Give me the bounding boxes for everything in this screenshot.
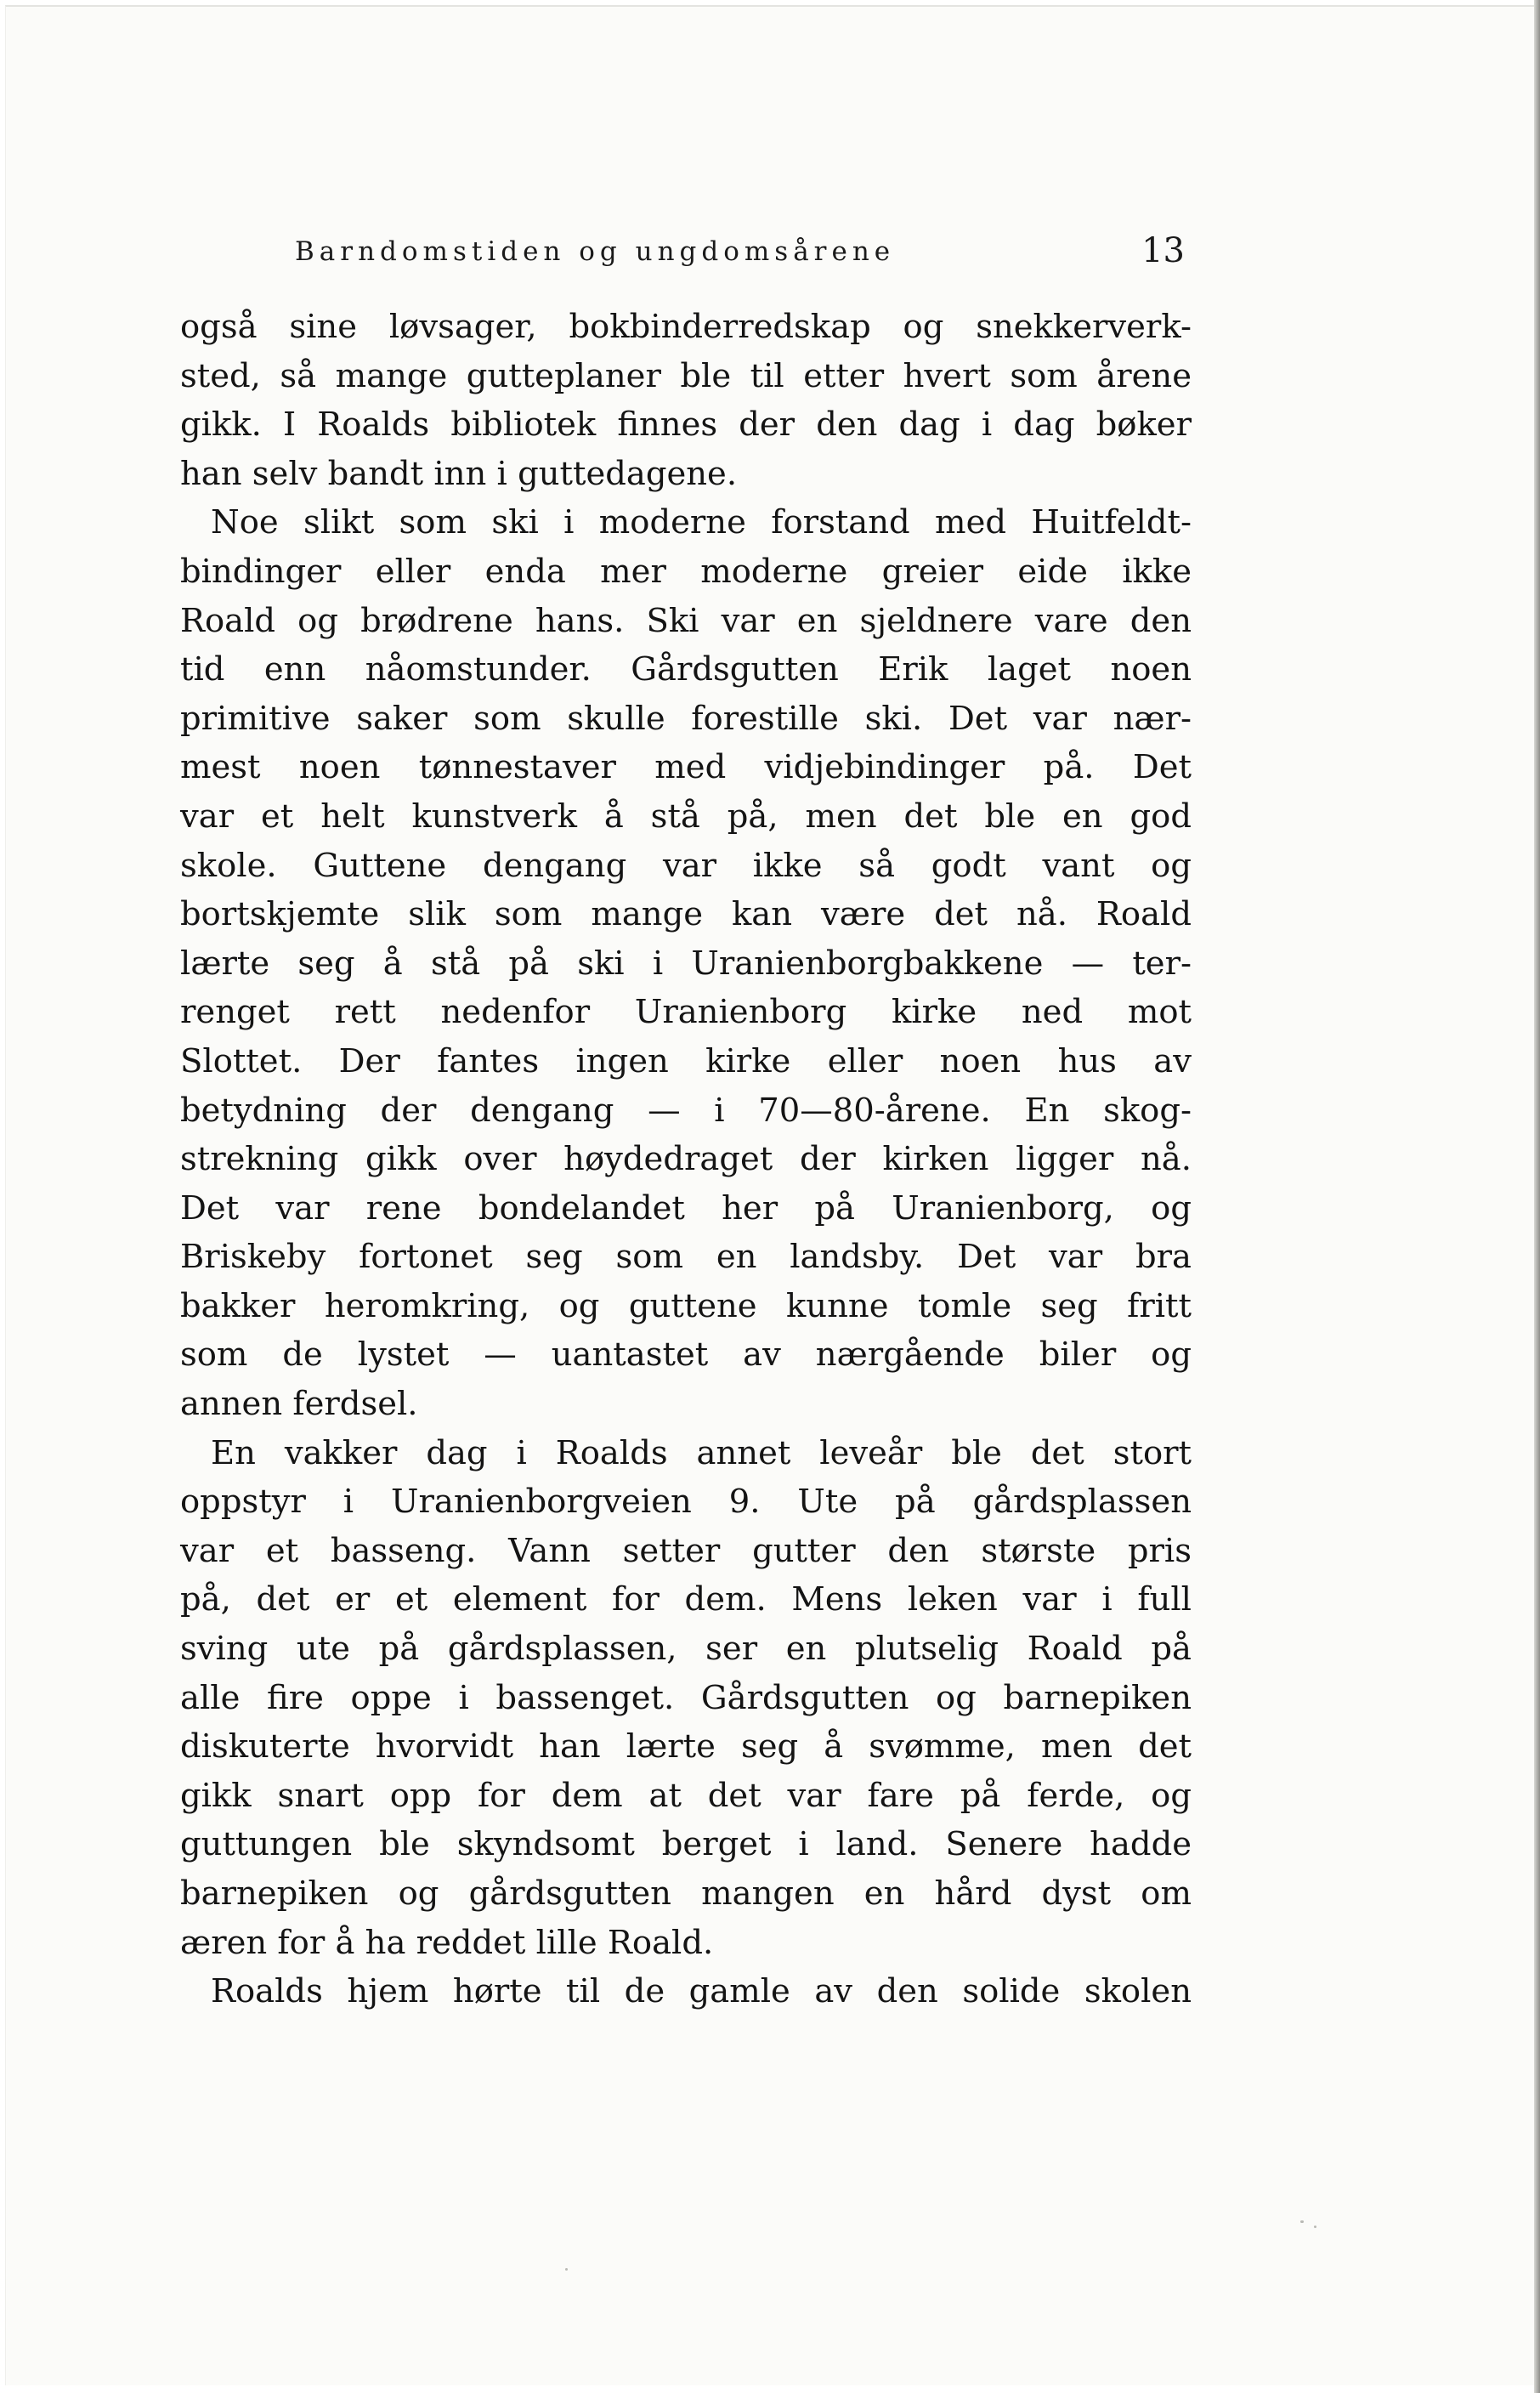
text-line: som de lystet — uantastet av nærgående biler og (180, 1335, 1192, 1375)
paragraph-start-line: Roalds hjem hørte til de gamle av den solide skolen (211, 1972, 1192, 2011)
text-line: Roald og brødrene hans. Ski var en sjeldnere vare den (180, 601, 1192, 640)
text-line: gikk snart opp for dem at det var fare på ferde, og (180, 1776, 1192, 1815)
running-title: Barndomstiden og ungdomsårene (295, 236, 896, 267)
text-line: var et helt kunstverk å stå på, men det ble en god (180, 797, 1192, 836)
text-line: bortskjemte slik som mange kan være det nå. Roald (180, 895, 1192, 934)
text-line: på, det er et element for dem. Mens leken var i full (180, 1580, 1192, 1619)
text-line: Slottet. Der fantes ingen kirke eller noen hus av (180, 1041, 1192, 1080)
text-line: gikk. I Roalds bibliotek finnes der den dag i dag bøker (180, 405, 1192, 445)
text-line: alle fire oppe i bassenget. Gårdsgutten og barnepiken (180, 1678, 1192, 1717)
paper-speck (1314, 2226, 1316, 2228)
text-line: betydning der dengang — i 70—80-årene. En skog- (180, 1091, 1192, 1130)
paper-speck (1300, 2220, 1304, 2223)
page-edge-shadow (1534, 0, 1540, 2393)
text-line: primitive saker som skulle forestille ski. Det var nær- (180, 699, 1192, 738)
text-line: oppstyr i Uranienborgveien 9. Ute på gårdsplassen (180, 1483, 1192, 1522)
body-text (180, 303, 1192, 2016)
page-number: 13 (1141, 231, 1185, 270)
text-line: bakker heromkring, og guttene kunne tomle seg fritt (180, 1286, 1192, 1325)
text-line: lærte seg å stå på ski i Uranienborgbakkene — ter- (180, 944, 1192, 983)
text-line: strekning gikk over høydedraget der kirken ligger nå. (180, 1140, 1192, 1179)
text-line: tid enn nåomstunder. Gårdsgutten Erik laget noen (180, 650, 1192, 689)
text-line: barnepiken og gårdsgutten mangen en hård dyst om (180, 1874, 1192, 1913)
paper-speck (565, 2268, 568, 2271)
paragraph-start-line: En vakker dag i Roalds annet leveår ble det stort (211, 1433, 1192, 1472)
text-line: renget rett nedenfor Uranienborg kirke ned mot (180, 993, 1192, 1032)
text-line: sving ute på gårdsplassen, ser en plutselig Roald på (180, 1630, 1192, 1669)
text-line: sted, så mange gutteplaner ble til etter hvert som årene (180, 356, 1192, 395)
text-line: mest noen tønnestaver med vidjebindinger på. Det (180, 748, 1192, 787)
text-line: guttungen ble skyndsomt berget i land. Senere hadde (180, 1825, 1192, 1864)
text-line: var et basseng. Vann setter gutter den største pris (180, 1531, 1192, 1570)
text-line: annen ferdsel. (180, 1385, 418, 1424)
text-line: også sine løvsager, bokbinderredskap og snekkerverk- (180, 308, 1192, 346)
paragraph-start-line: Noe slikt som ski i moderne forstand med Huitfeldt- (211, 503, 1192, 542)
text-line: æren for å ha reddet lille Roald. (180, 1923, 714, 1962)
text-line: han selv bandt inn i guttedagene. (180, 454, 738, 493)
text-line: skole. Guttene dengang var ikke så godt vant og (180, 846, 1192, 885)
text-line: Det var rene bondelandet her på Uranienborg, og (180, 1188, 1192, 1228)
text-line: bindinger eller enda mer moderne greier eide ikke (180, 552, 1192, 591)
text-line: diskuterte hvorvidt han lærte seg å svømme, men det (180, 1727, 1192, 1766)
running-head (180, 231, 1185, 274)
text-line: Briskeby fortonet seg som en landsby. Det var bra (180, 1238, 1192, 1277)
